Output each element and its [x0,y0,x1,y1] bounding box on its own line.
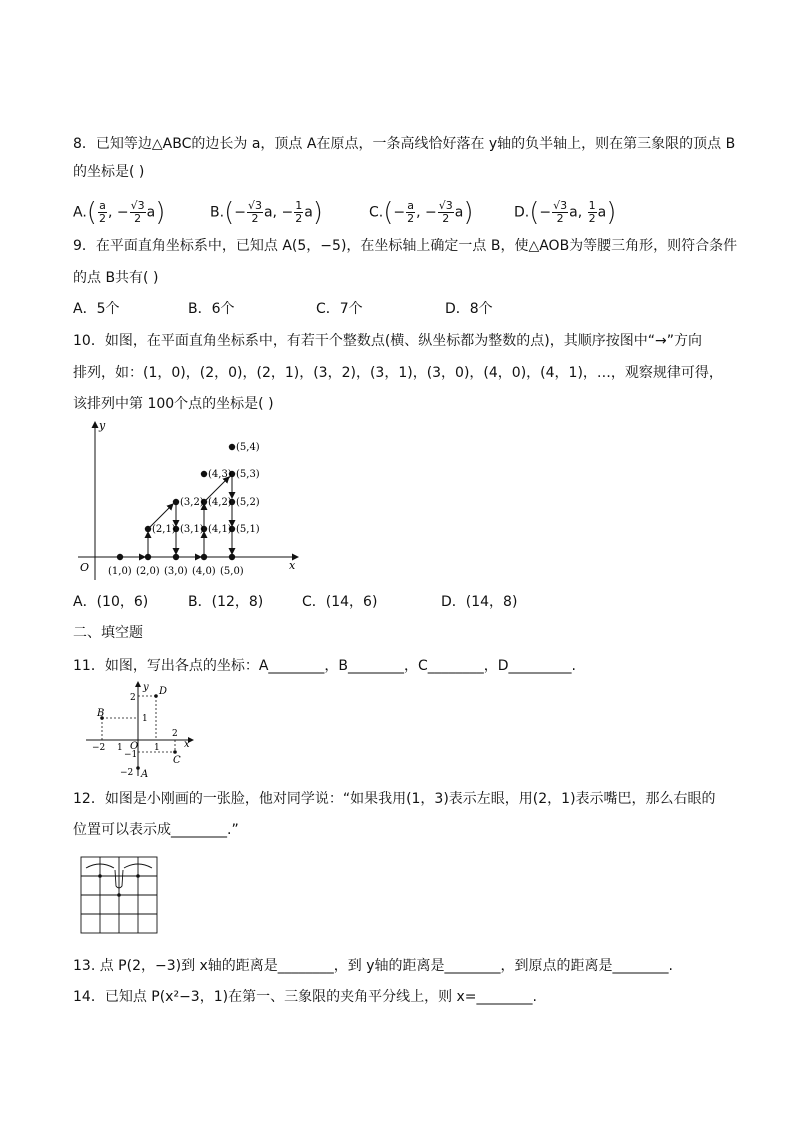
q8-line2: 的坐标是( ) [73,164,145,180]
q8-option-a[interactable]: A.( $\frac{a}{2}$ , − $\frac{√3}{2}$ a) [73,197,166,228]
mouth [117,893,121,897]
q10-option-d[interactable]: D．(14，8) [441,594,518,610]
q12-face-grid [80,856,160,936]
label-4-3: (4,3) [208,469,232,480]
q11-tick-x-neg2: −2 [92,743,106,753]
point-4-3 [201,471,207,477]
point-5-0 [229,554,235,560]
q11-line1: 11．如图，写出各点的坐标：A________，B________，C________，D_________. [73,658,577,674]
q11-label-c: C [173,755,181,766]
q9-line1: 9．在平面直角坐标系中，已知点 A(5，−5)，在坐标轴上确定一点 B，使△AOB为等腰三角形，则符合条件 [73,238,738,254]
q10-option-a[interactable]: A．(10，6) [73,594,149,610]
q11-origin-label: O [130,741,139,752]
q10-line2: 排列，如：(1，0)，(2，0)，(2，1)，(3，2)，(3，1)，(3，0)，(4，0)，(4，1)，…，观察规律可得， [73,365,723,381]
label-5-4: (5,4) [236,442,260,453]
q11-label-b: B [97,708,105,719]
q9-line2: 的点 B共有( ) [73,270,159,286]
q9-option-a[interactable]: A．5个 [73,301,120,317]
q11-tick-y-2: 2 [130,693,136,703]
q11-figure [80,676,200,782]
q9-option-b[interactable]: B．6个 [188,301,235,317]
label-5-3: (5,3) [236,469,260,480]
label-4-2: (4,2) [208,497,232,508]
point-2-0 [145,554,151,560]
point-1-0 [117,554,123,560]
q8-option-c[interactable]: C.(− $\frac{a}{2}$ , − $\frac{√3}{2}$ a) [369,197,474,228]
q11-point-c [173,750,177,754]
point-2-1 [145,526,151,532]
q11-tick-y-1: 1 [142,714,148,724]
q10-axis-y-label: y [99,419,106,432]
left-eye [98,874,102,878]
label-5-0: (5,0) [220,566,244,577]
label-3-0: (3,0) [164,566,188,577]
q10-origin-label: O [80,561,90,574]
q8-option-b[interactable]: B.(− $\frac{√3}{2}$ a, − $\frac{1}{2}$ a) [210,197,323,228]
q10-option-b[interactable]: B．(12，8) [188,594,264,610]
q10-option-c[interactable]: C．(14，6) [302,594,378,610]
label-5-2: (5,2) [236,497,260,508]
q10-figure [70,418,310,584]
q9-option-d[interactable]: D．8个 [445,301,493,317]
q11-tick-y-neg2: −2 [120,768,134,778]
point-3-2 [173,499,179,505]
right-eye [136,874,140,878]
q11-label-a: A [141,769,149,780]
label-4-0: (4,0) [192,566,216,577]
q11-axis-x-label: x [184,739,190,750]
q10-line1: 10．如图，在平面直角坐标系中，有若干个整数点(横、纵坐标都为整数的点)，其顺序按图中“→”方向 [73,333,702,349]
q11-tick-y-neg1: −1 [124,750,138,760]
q13-line1: 13. 点 P(2，−3)到 x轴的距离是________，到 y轴的距离是________，到原点的距离是________. [73,958,673,974]
label-4-1: (4,1) [208,524,232,535]
q11-axis-y-label: y [143,682,149,693]
point-4-0 [201,554,207,560]
q10-line3: 该排列中第 100个点的坐标是( ) [73,396,274,412]
q11-point-d [154,694,158,698]
q11-label-d: D [159,686,168,697]
q9-option-c[interactable]: C．7个 [316,301,363,317]
q11-point-a [136,766,140,770]
q11-tick-x-neg1: 1 [117,743,123,753]
q12-line2: 位置可以表示成________.” [73,822,239,838]
q8-line1: 8．已知等边△ABC的边长为 a，顶点 A在原点，一条高线恰好落在 y轴的负半轴上，则在第三象限的顶点 B [73,136,736,152]
q8-option-d[interactable]: D.(− $\frac{√3}{2}$ a, $\frac{1}{2}$ a) [514,197,617,228]
q10-axis-x-label: x [289,559,296,572]
label-2-1: (2,1) [152,524,176,535]
q14-line1: 14．已知点 P(x²−3，1)在第一、三象限的夹角平分线上，则 x=________. [73,989,537,1005]
q11-tick-x-2: 2 [172,729,178,739]
q11-tick-x-1: 1 [154,743,160,753]
point-3-0 [173,554,179,560]
point-5-4 [229,444,235,450]
label-1-0: (1,0) [108,566,132,577]
label-2-0: (2,0) [136,566,160,577]
label-3-2: (3,2) [180,497,204,508]
label-3-1: (3,1) [180,524,204,535]
q12-line1: 12．如图是小刚画的一张脸，他对同学说：“如果我用(1，3)表示左眼，用(2，1)表示嘴巴，那么右眼的 [73,791,716,807]
label-5-1: (5,1) [236,524,260,535]
section-title-fill-blank: 二、填空题 [73,625,143,641]
